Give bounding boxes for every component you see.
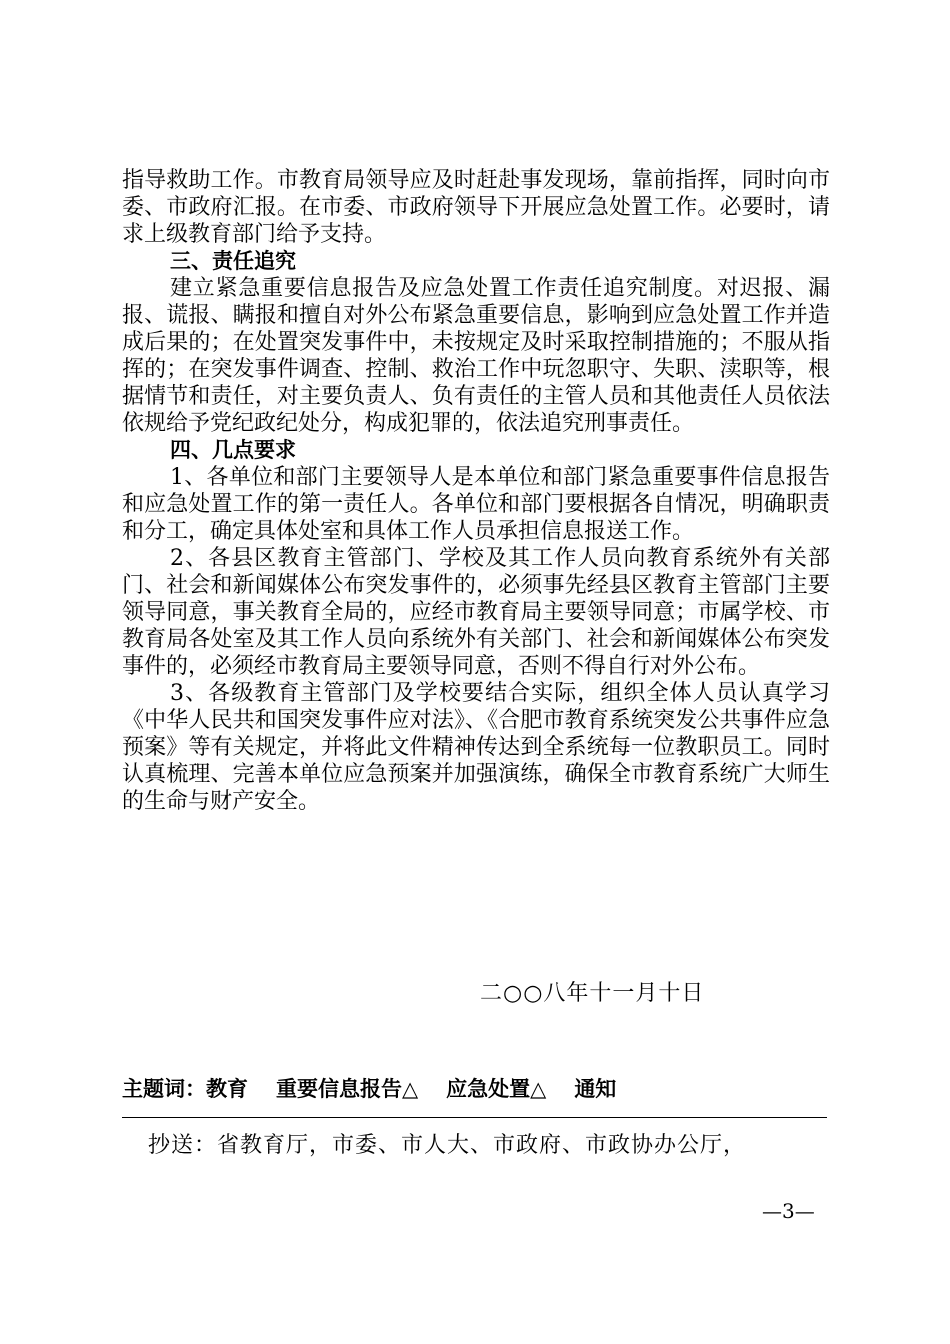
subject-keywords (122, 1073, 830, 1103)
paragraph-accountability: 建立紧急重要信息报告及应急处置工作责任追究制度。对迟报、漏报、谎报、瞒报和擅自对外公布紧急重要信息，影响到应急处置工作并造成后果的；在处置突发事件中，未按规定及时采取控制措施的；不服从指挥的；在突发事件调查、控制、救治工作中玩忽职守、失职、渎职等，根据情节和责任，对主要负责人、负有责任的主管人员和其他责任人员依法依规给予党纪政纪处分，构成犯罪的，依法追究刑事责任。 (122, 276, 830, 436)
section-heading-responsibility: 三、责任追究 (170, 249, 296, 273)
keyword-item: 应急处置△ (446, 1077, 547, 1101)
page-number: —3— (762, 1199, 815, 1223)
requirement-item-1: 1、各单位和部门主要领导人是本单位和部门紧急重要事件信息报告和应急处置工作的第一责任人。各单位和部门要根据各自情况，明确职责和分工，确定具体处室和具体工作人员承担信息报送工作。 (122, 465, 830, 544)
keyword-item: 通知 (574, 1077, 617, 1101)
requirement-item-2: 2、各县区教育主管部门、学校及其工作人员向教育系统外有关部门、社会和新闻媒体公布突发事件的，必须事先经县区教育主管部门主要领导同意，事关教育全局的，应经市教育局主要领导同意；市属学校、市教育局各处室及其工作人员向系统外有关部门、社会和新闻媒体公布突发事件的，必须经市教育局主要领导同意，否则不得自行对外公布。 (122, 546, 830, 679)
paragraph-continuation: 指导救助工作。市教育局领导应及时赶赴事发现场，靠前指挥，同时向市委、市政府汇报。在市委、市政府领导下开展应急处置工作。必要时，请求上级教育部门给予支持。 (122, 168, 830, 247)
cc-recipients: 抄送：省教育厅，市委、市人大、市政府、市政协办公厅， (148, 1133, 747, 1158)
keyword-item: 重要信息报告△ (276, 1077, 419, 1101)
document-body (122, 167, 830, 815)
document-date: 二○○八年十一月十日 (480, 981, 705, 1006)
section-heading-requirements: 四、几点要求 (170, 438, 296, 462)
requirement-item-3: 3、各级教育主管部门及学校要结合实际，组织全体人员认真学习《中华人民共和国突发事件应对法》、《合肥市教育系统突发公共事件应急预案》等有关规定，并将此文件精神传达到全系统每一位教职员工。同时认真梳理、完善本单位应急预案并加强演练，确保全市教育系统广大师生的生命与财产安全。 (122, 681, 830, 814)
divider-line (122, 1117, 827, 1118)
keywords-label: 主题词： (122, 1077, 206, 1101)
keyword-item: 教育 (206, 1077, 248, 1101)
